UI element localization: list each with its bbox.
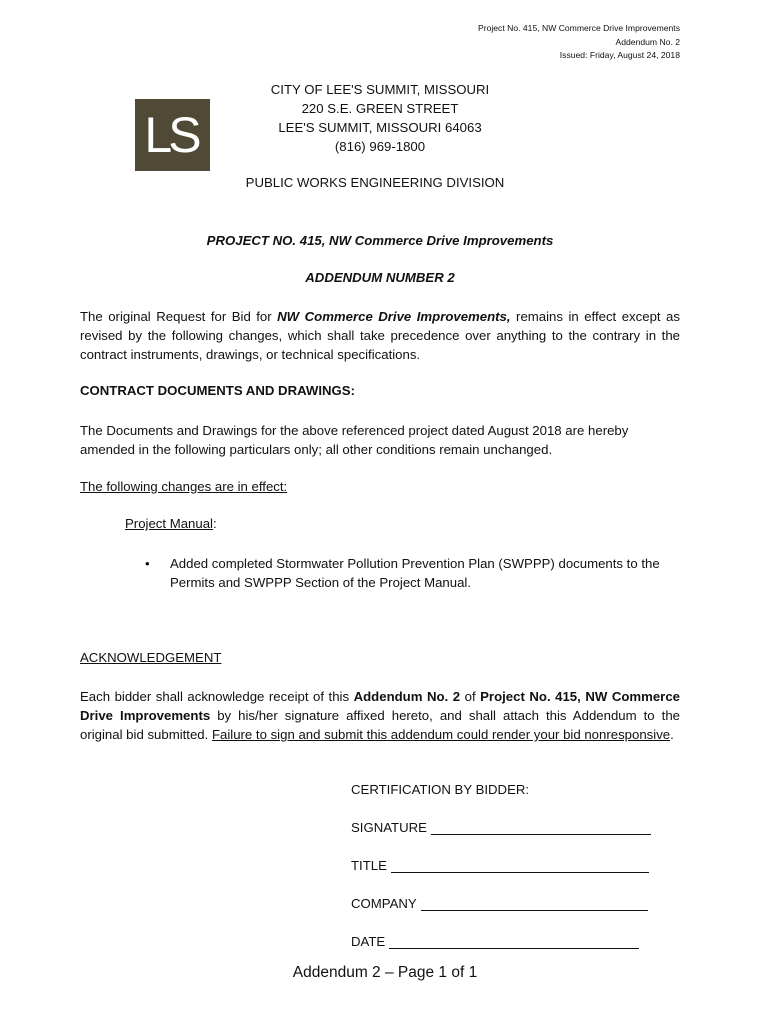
city-logo (135, 99, 210, 171)
intro-text-1: The original Request for Bid for (80, 309, 278, 324)
city-street: 220 S.E. GREEN STREET (301, 101, 459, 116)
running-header (478, 22, 680, 63)
intro-text-2: remains in effect except as revised by the following changes, which shall take precedence over anything to the contrary in the contract instruments, drawings, or technical specifications. (80, 309, 680, 362)
contract-section-heading: CONTRACT DOCUMENTS AND DRAWINGS: (80, 383, 355, 398)
ack-text-3: by his/her signature affixed hereto, and shall attach this Addendum to the original bid submitted. (80, 708, 681, 742)
acknowledgement-paragraph (80, 687, 680, 744)
header-issued-line: Issued: Friday, August 24, 2018 (559, 50, 680, 60)
intro-project-name: NW Commerce Drive Improvements, (277, 309, 511, 324)
ack-text-4: . (670, 727, 674, 742)
acknowledgement-heading: ACKNOWLEDGEMENT (80, 650, 222, 665)
division-name: PUBLIC WORKS ENGINEERING DIVISION (245, 175, 505, 190)
ack-addendum-bold: Addendum No. 2 (353, 689, 461, 704)
addendum-title: ADDENDUM NUMBER 2 (305, 270, 455, 285)
company-label: COMPANY (351, 896, 417, 911)
changes-heading: The following changes are in effect: (80, 479, 288, 494)
signature-blank-line[interactable] (431, 822, 651, 835)
logo-text: LS (144, 107, 198, 163)
project-manual-label: Project Manual (125, 516, 213, 531)
ack-project-bold: Project No. 415, NW Commerce Drive Improvements (80, 689, 680, 723)
date-label: DATE (351, 934, 386, 949)
ack-warning-underlined: Failure to sign and submit this addendum could render your bid nonresponsive (211, 727, 671, 742)
ack-text-2: of (460, 689, 481, 704)
city-name: CITY OF LEE'S SUMMIT, MISSOURI (270, 82, 490, 97)
project-manual-heading (125, 516, 217, 531)
project-title: PROJECT NO. 415, NW Commerce Drive Improvements (206, 233, 554, 248)
city-phone: (816) 969-1800 (334, 139, 426, 154)
date-field[interactable] (351, 934, 639, 949)
page-footer: Addendum 2 – Page 1 of 1 (292, 964, 478, 981)
title-field[interactable] (351, 858, 649, 873)
date-blank-line[interactable] (389, 936, 639, 949)
city-citystate: LEE'S SUMMIT, MISSOURI 64063 (278, 120, 482, 135)
title-label: TITLE (351, 858, 387, 873)
header-addendum-line: Addendum No. 2 (615, 36, 680, 47)
city-address-block (230, 80, 530, 156)
title-blank-line[interactable] (391, 860, 649, 873)
certification-heading: CERTIFICATION BY BIDDER: (351, 782, 530, 797)
ack-text-1: Each bidder shall acknowledge receipt of this (80, 689, 354, 704)
intro-paragraph (80, 307, 680, 364)
project-manual-colon: : (212, 516, 217, 531)
bullet-icon: • (145, 556, 150, 571)
company-field[interactable] (351, 896, 648, 911)
header-project-line: Project No. 415, NW Commerce Drive Improvements (477, 23, 680, 33)
contract-paragraph: The Documents and Drawings for the above referenced project dated August 2018 are hereby amended in the following particulars only; all other conditions remain unchanged. (80, 423, 629, 457)
signature-label: SIGNATURE (351, 820, 427, 835)
list-item: Added completed Stormwater Pollution Prevention Plan (SWPPP) documents to the Permits and SWPPP Section of the Project Manual. (170, 556, 660, 590)
company-blank-line[interactable] (421, 898, 648, 911)
signature-field[interactable] (351, 820, 651, 835)
